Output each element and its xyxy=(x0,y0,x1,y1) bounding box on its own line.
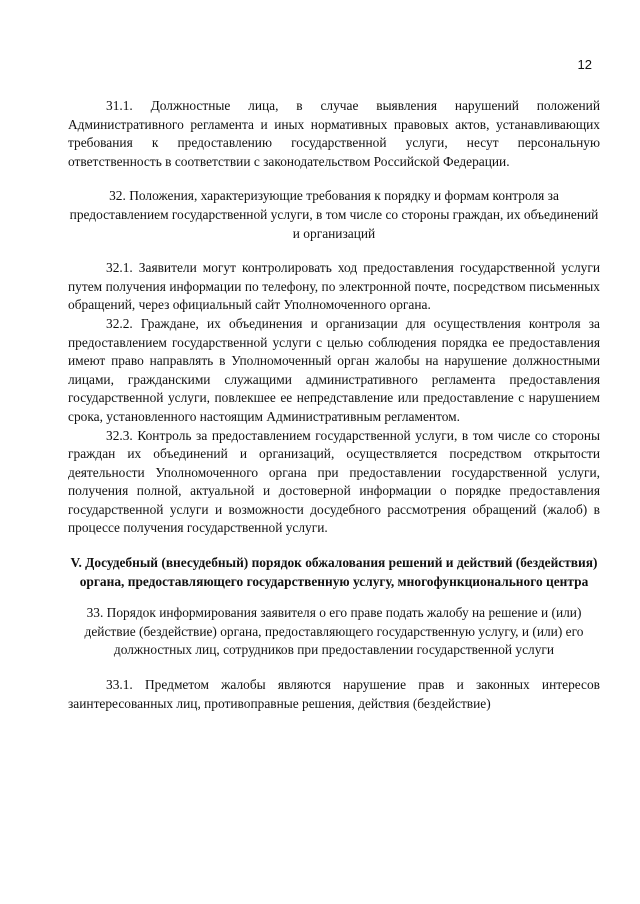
section-v-heading: V. Досудебный (внесудебный) порядок обжалования решений и действий (бездействия) органа, предоставляющего государственную услугу, многофункционального центра xyxy=(70,555,598,589)
document-body xyxy=(68,97,600,713)
paragraph-32-1: 32.1. Заявители могут контролировать ход предоставления государственной услуги путем получения информации по телефону, по электронной почте, посредством письменных обращений, через официальный сайт Уполномоченного органа. xyxy=(68,260,600,313)
heading-33: 33. Порядок информирования заявителя о его праве подать жалобу на решение и (или) действие (бездействие) органа, предоставляющего государственную услугу, и (или) его должностных лиц, сотрудников при предоставлении государственной услуги xyxy=(84,605,584,658)
paragraph-31-1: 31.1. Должностные лица, в случае выявления нарушений положений Административного регламента и иных нормативных правовых актов, устанавливающих требования к предоставлению государственной услуги, несут персональную ответственность в соответствии с законодательством Российской Федерации. xyxy=(68,98,600,169)
paragraph-32-3: 32.3. Контроль за предоставлением государственной услуги, в том числе со стороны граждан их объединений и организаций, осуществляется посредством открытости деятельности Уполномоченного органа при предоставлении государственной услуги, получения полной, актуальной и достоверной информации о порядке предоставления государственной услуги и возможности досудебного рассмотрения обращений (жалоб) в процессе получения государственной услуги. xyxy=(68,427,600,536)
heading-32: 32. Положения, характеризующие требования к порядку и формам контроля за предоставлением государственной услуги, в том числе со стороны граждан, их объединений и организаций xyxy=(69,188,599,241)
paragraph-32-2: 32.2. Граждане, их объединения и организации для осуществления контроля за предоставлением государственной услуги с целью соблюдения порядка ее предоставления имеют право направлять в Уполномоченный орган жалобы на нарушение должностными лицами, гражданскими служащими административного регламента предоставления государственной услуги, повлекшее ее непредставление или предоставление с нарушением срока, установленного настоящим Административным регламентом. xyxy=(68,315,600,424)
page-number: 12 xyxy=(577,57,592,72)
paragraph-33-1: 33.1. Предметом жалобы являются нарушение прав и законных интересов заинтересованных лиц, противоправные решения, действия (бездействие) xyxy=(68,677,600,711)
